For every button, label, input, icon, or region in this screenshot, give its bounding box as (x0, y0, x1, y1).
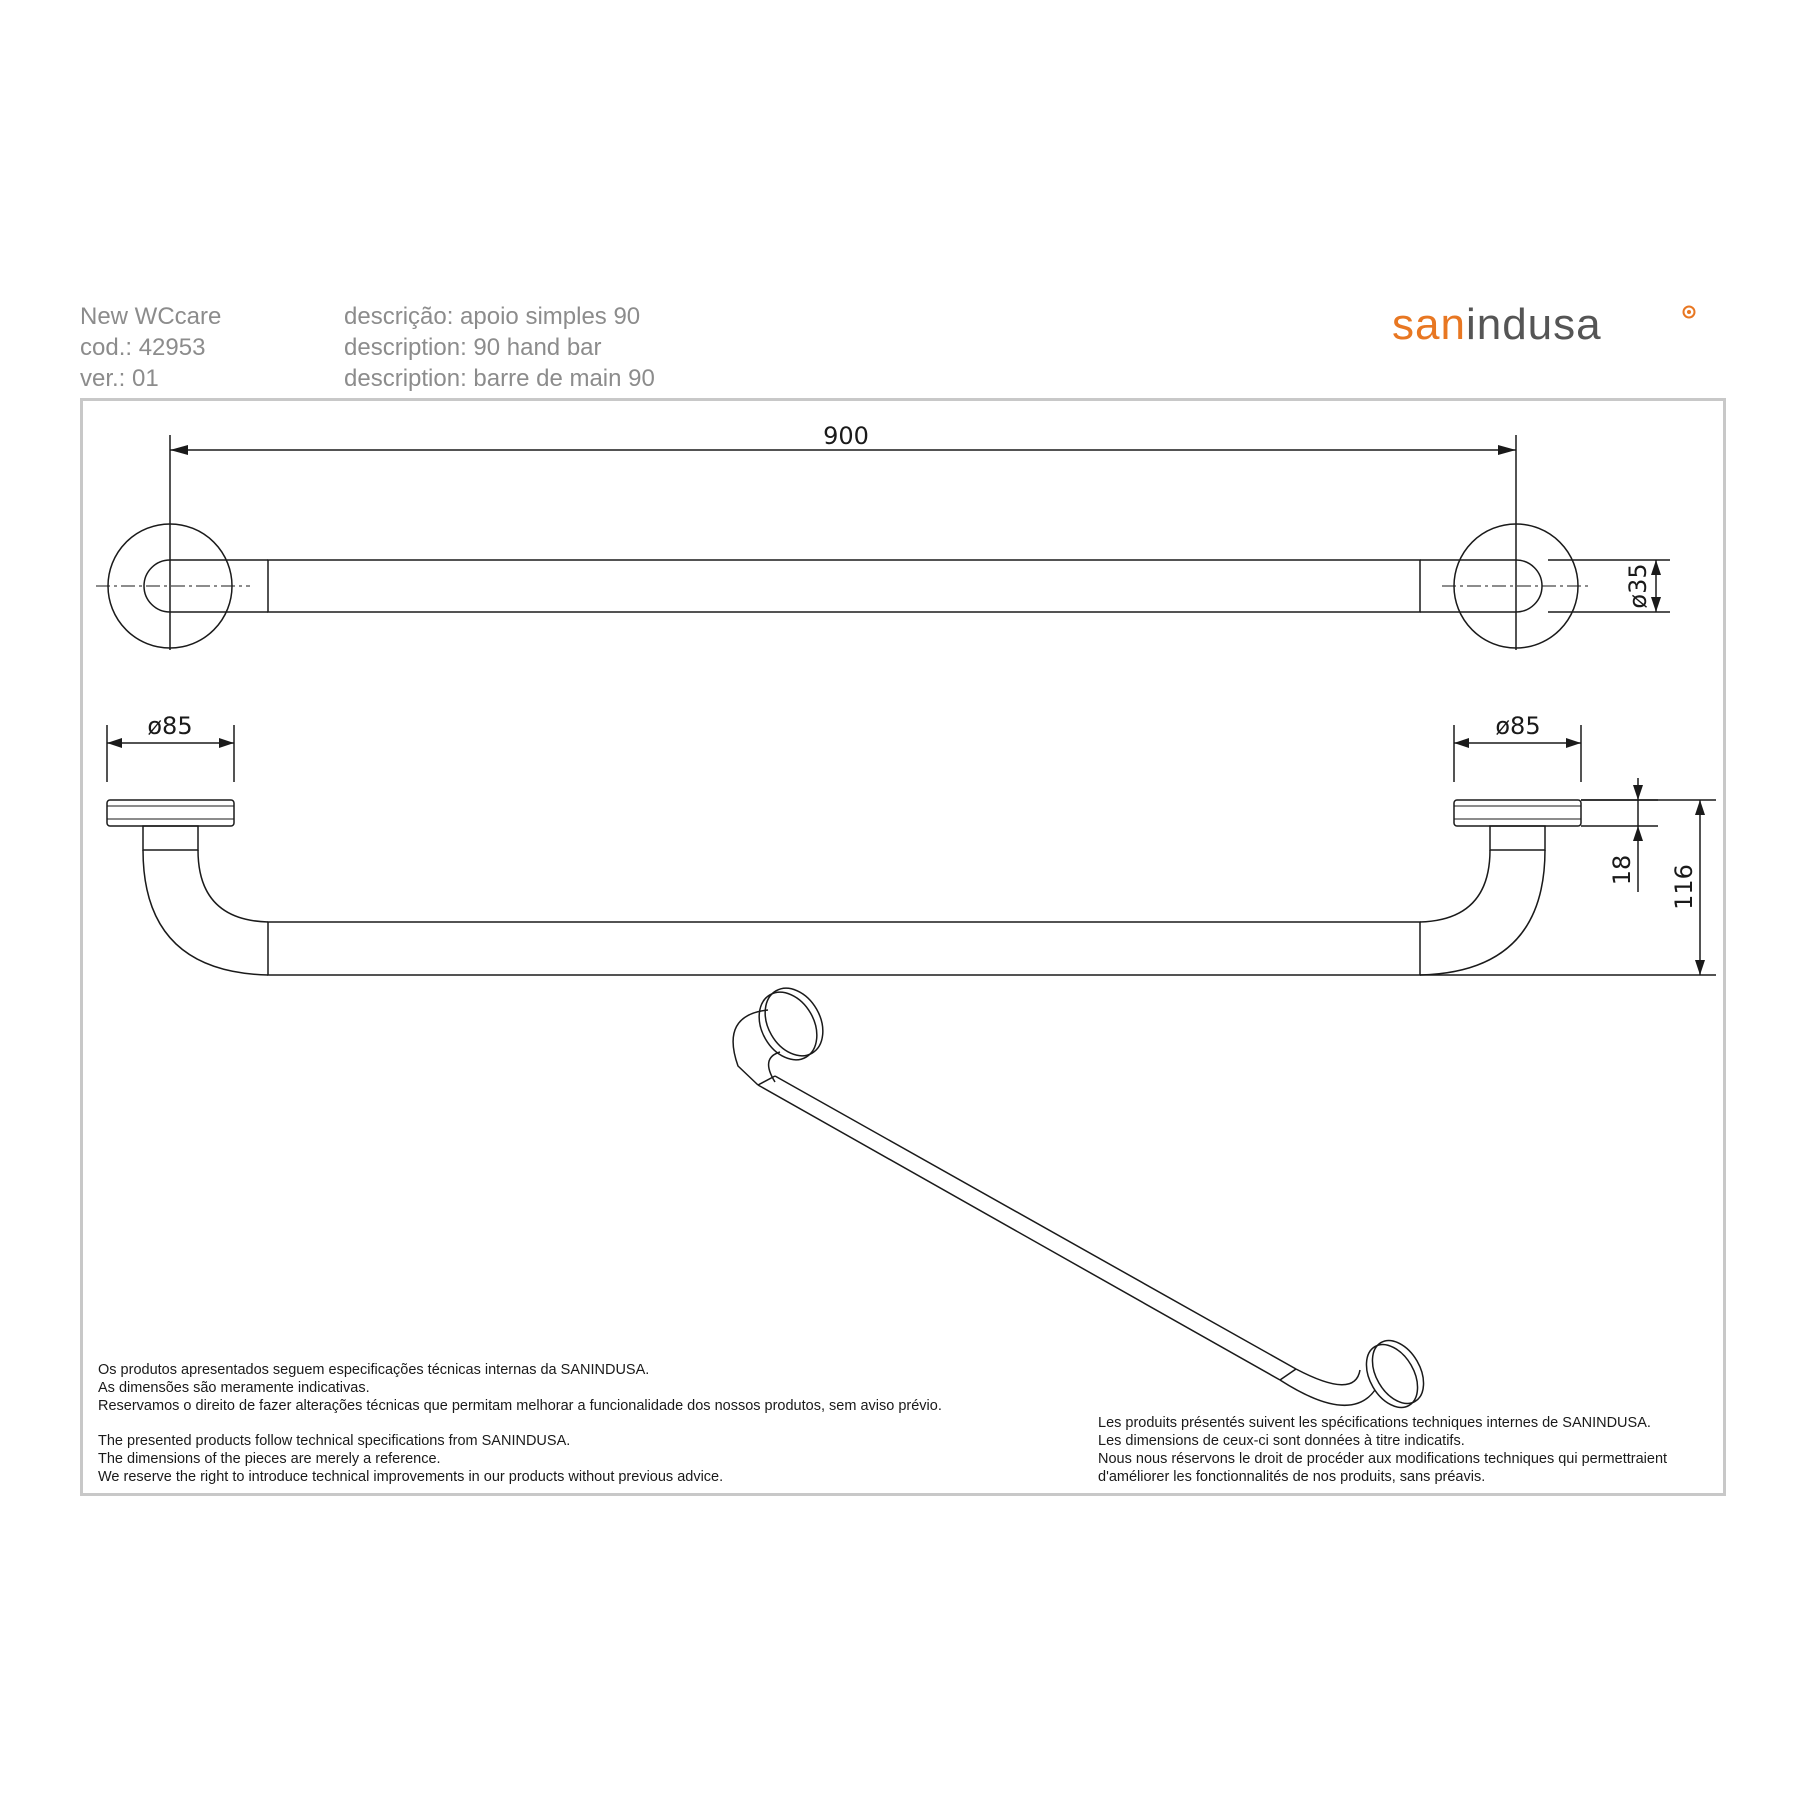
description-en: description: 90 hand bar (344, 334, 602, 361)
left-flange-diameter-label: ø85 (147, 712, 193, 740)
left-elbow-inner (198, 850, 268, 922)
arrow-icon (1498, 445, 1516, 455)
note-line: As dimensões são meramente indicativas. (98, 1380, 370, 1396)
description-fr: description: barre de main 90 (344, 365, 655, 392)
notes-french (1098, 1414, 1667, 1486)
bar-diameter-label: ø35 (1624, 563, 1652, 609)
flange-thickness-label: 18 (1608, 854, 1636, 886)
iso-lower-flange (1362, 1332, 1434, 1413)
logo-part-indusa: indusa (1465, 300, 1602, 349)
note-line: Les dimensions de ceux-ci sont données à titre indicatifs. (1098, 1433, 1465, 1449)
arrow-icon (170, 445, 188, 455)
front-view (107, 725, 1716, 975)
iso-bar-edge-bottom (775, 1076, 1296, 1369)
note-line: Reservamos o direito de fazer alterações técnicas que permitam melhorar a funcionalidade dos nossos produtos, sem aviso prévio. (98, 1398, 942, 1414)
left-elbow-outer (143, 850, 268, 975)
iso-bar-end (758, 1076, 775, 1085)
logo-part-san: san (1392, 300, 1466, 349)
iso-upper-flange-back (747, 982, 828, 1070)
arrow-icon (1633, 826, 1643, 841)
iso-lower-flange-back (1356, 1336, 1428, 1417)
right-elbow-inner (1420, 850, 1490, 922)
projection-label: 116 (1670, 864, 1698, 910)
note-line: Os produtos apresentados seguem especificações técnicas internas da SANINDUSA. (98, 1362, 650, 1378)
arrow-icon (107, 738, 122, 748)
right-elbow-outer (1420, 850, 1545, 975)
left-flange-side (107, 800, 234, 826)
note-line: The dimensions of the pieces are merely a reference. (98, 1451, 441, 1467)
notes-portuguese (98, 1361, 942, 1415)
product-code: cod.: 42953 (80, 334, 206, 361)
length-dimension-label: 900 (823, 422, 869, 450)
iso-bar-end (1280, 1369, 1296, 1380)
arrow-icon (1695, 960, 1705, 975)
isometric-view (733, 978, 1434, 1417)
arrow-icon (1695, 800, 1705, 815)
arrow-icon (1651, 560, 1661, 575)
notes-english (98, 1432, 723, 1486)
right-flange-side (1454, 800, 1581, 826)
left-post-cap (143, 826, 198, 850)
iso-upper-elbow (733, 1010, 768, 1085)
note-line: Les produits présentés suivent les spécifications techniques internes de SANINDUSA. (1098, 1415, 1651, 1431)
iso-lower-elbow-inner (1296, 1369, 1360, 1385)
bar-front (268, 922, 1420, 975)
product-line: New WCcare (80, 303, 222, 330)
bar-top (268, 560, 1420, 612)
note-line: Nous nous réservons le droit de procéder aux modifications techniques qui permettraient (1098, 1451, 1668, 1467)
arrow-icon (219, 738, 234, 748)
product-version: ver.: 01 (80, 365, 159, 392)
note-line: We reserve the right to introduce technical improvements in our products without previous advice. (98, 1469, 724, 1485)
arrow-icon (1454, 738, 1469, 748)
arrow-icon (1633, 785, 1643, 800)
iso-lower-elbow (1280, 1380, 1375, 1405)
note-line: d'améliorer les fonctionnalités de nos produits, sans préavis. (1098, 1469, 1486, 1485)
right-post-cap (1490, 826, 1545, 850)
note-line: The presented products follow technical specifications from SANINDUSA. (98, 1433, 571, 1449)
description-pt: descrição: apoio simples 90 (344, 303, 641, 330)
right-flange-diameter-label: ø85 (1495, 712, 1541, 740)
arrow-icon (1566, 738, 1581, 748)
iso-bar-edge-top (758, 1085, 1280, 1380)
arrow-icon (1651, 597, 1661, 612)
iso-upper-flange (753, 978, 834, 1066)
top-view (96, 435, 1670, 650)
